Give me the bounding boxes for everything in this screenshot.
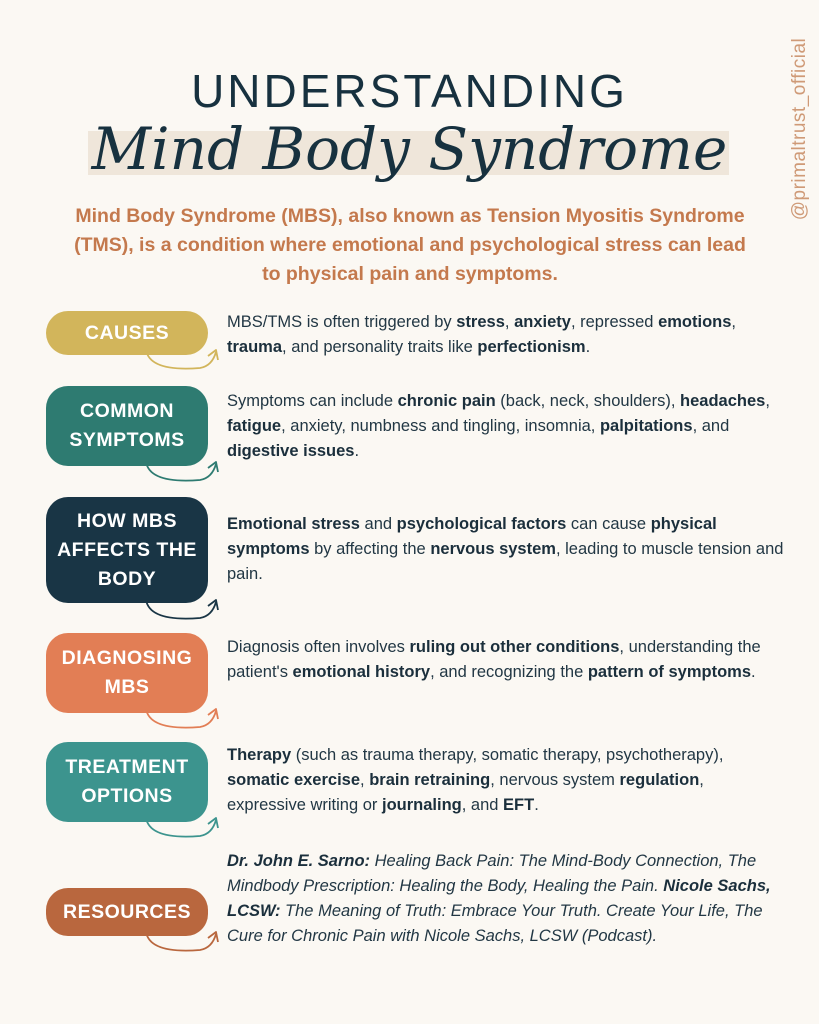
desc-segment: nervous system: [430, 540, 556, 558]
desc-segment: ,: [504, 313, 515, 331]
desc-segment: emotions: [658, 313, 732, 331]
desc-segment: palpitations: [599, 417, 693, 435]
desc-segment: The Meaning of Truth: Embrace Your Truth. Create Your Life, The Cure for Chronic Pain with Nicole Sachs, LCSW (Podcast).: [227, 902, 763, 945]
desc-segment: psychological factors: [396, 515, 567, 533]
desc-segment: chronic pain: [397, 392, 496, 410]
intro-text: Mind Body Syndrome (MBS), also known as Tension Myositis Syndrome (TMS), is a condition where emotional and psychological stress can lead to physical pain and symptoms.: [74, 205, 746, 285]
desc-segment: , nervous system: [490, 771, 620, 789]
desc-segment: , understanding the patient's: [227, 638, 761, 681]
desc-segment: journaling: [381, 796, 462, 814]
desc-segment: fatigue: [227, 417, 282, 435]
treatment-pill: TREATMENT OPTIONS: [46, 742, 208, 822]
desc-segment: , expressive writing or: [227, 771, 704, 814]
desc-segment: , and: [461, 796, 504, 814]
desc-segment: , and recognizing the: [430, 663, 588, 681]
resources-desc: [227, 849, 787, 949]
desc-segment: (back, neck, shoulders),: [495, 392, 681, 410]
desc-segment: somatic exercise: [227, 771, 361, 789]
diagnosing-arrow-icon: [140, 697, 222, 733]
affects-desc: [227, 512, 787, 587]
desc-segment: Symptoms can include: [227, 392, 398, 410]
symptoms-arrow-icon: [140, 450, 222, 486]
desc-segment: physical symptoms: [227, 515, 717, 558]
desc-segment: , anxiety, numbness and tingling, insomnia,: [281, 417, 600, 435]
watermark-text: @primaltrust_official: [789, 37, 810, 221]
desc-segment: EFT: [503, 796, 535, 814]
desc-segment: ruling out other conditions: [409, 638, 620, 656]
symptoms-pill: COMMON SYMPTOMS: [46, 386, 208, 466]
desc-segment: , leading to muscle tension and pain.: [227, 540, 784, 583]
treatment-desc: [227, 743, 787, 818]
desc-segment: .: [354, 442, 360, 460]
desc-segment: pattern of symptoms: [587, 663, 752, 681]
desc-segment: Dr. John E. Sarno:: [227, 852, 371, 870]
desc-segment: Nicole Sachs, LCSW:: [227, 877, 771, 920]
desc-segment: .: [534, 796, 539, 814]
desc-segment: by affecting the: [309, 540, 431, 558]
desc-segment: , and personality traits like: [282, 338, 478, 356]
desc-segment: can cause: [566, 515, 651, 533]
desc-segment: Diagnosis often involves: [227, 638, 410, 656]
desc-segment: (such as trauma therapy, somatic therapy, psychotherapy),: [291, 746, 724, 764]
desc-segment: .: [751, 663, 756, 681]
desc-segment: perfectionism: [477, 338, 586, 356]
desc-segment: Healing Back Pain: The Mind-Body Connection, The Mindbody Prescription: Healing the Body, Healing the Pain.: [227, 852, 757, 895]
resources-arrow-icon: [140, 920, 222, 956]
title-top: UNDERSTANDING: [191, 65, 628, 117]
desc-segment: anxiety: [514, 313, 571, 331]
desc-segment: and: [359, 515, 397, 533]
affects-pill: HOW MBS AFFECTS THE BODY: [46, 497, 208, 603]
desc-segment: stress: [456, 313, 505, 331]
desc-segment: trauma: [227, 338, 283, 356]
desc-segment: digestive issues: [227, 442, 355, 460]
causes-arrow-icon: [140, 338, 222, 374]
title-main: Mind Body Syndrome: [91, 115, 728, 183]
desc-segment: .: [585, 338, 591, 356]
desc-segment: ,: [765, 392, 770, 410]
desc-segment: headaches: [680, 392, 766, 410]
resources-pill: RESOURCES: [46, 888, 208, 936]
diagnosing-desc: [227, 635, 787, 685]
causes-pill: CAUSES: [46, 311, 208, 355]
desc-segment: brain retraining: [369, 771, 491, 789]
desc-segment: regulation: [619, 771, 700, 789]
desc-segment: ,: [360, 771, 370, 789]
desc-segment: Emotional stress: [227, 515, 360, 533]
treatment-arrow-icon: [140, 806, 222, 842]
desc-segment: Therapy: [227, 746, 292, 764]
desc-segment: ,: [731, 313, 736, 331]
affects-arrow-icon: [140, 588, 222, 624]
diagnosing-pill: DIAGNOSING MBS: [46, 633, 208, 713]
desc-segment: MBS/TMS is often triggered by: [227, 313, 457, 331]
symptoms-desc: [227, 389, 787, 464]
desc-segment: , repressed: [570, 313, 659, 331]
desc-segment: emotional history: [292, 663, 431, 681]
causes-desc: [227, 310, 787, 360]
desc-segment: , and: [692, 417, 730, 435]
